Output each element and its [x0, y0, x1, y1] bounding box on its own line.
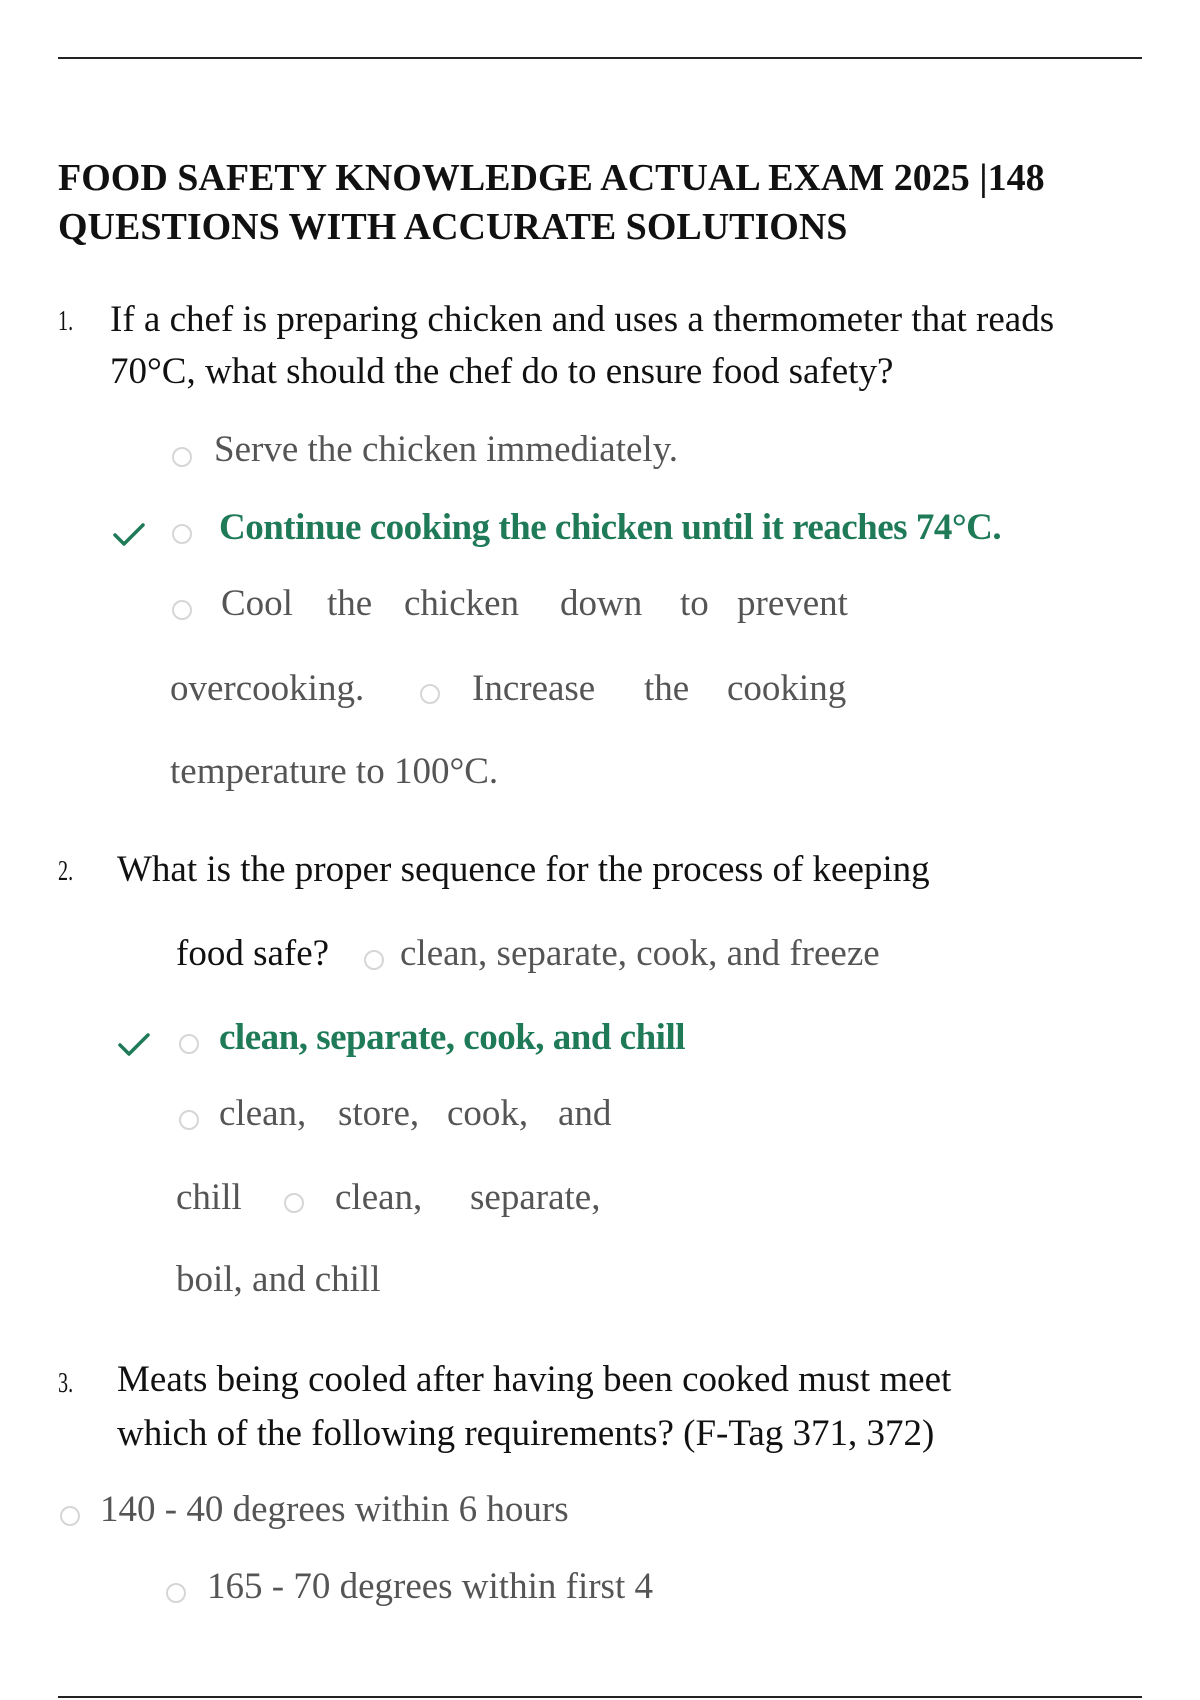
question-number: 1.: [58, 306, 74, 337]
bottom-rule: [58, 1696, 1142, 1698]
option-word: temperature to 100°C.: [170, 751, 499, 792]
option-word: Cool: [221, 583, 293, 624]
question-number: 2.: [58, 856, 74, 887]
option-word: down: [560, 583, 643, 624]
question-text-line-1: Meats being cooled after having been cooked must meet: [117, 1359, 952, 1400]
option-clean-separate-cook-freeze[interactable]: clean, separate, cook, and freeze: [400, 933, 880, 974]
option-word: cooking: [727, 668, 847, 709]
option-word: chill: [176, 1177, 242, 1218]
correct-option-clean-separate-cook-chill[interactable]: clean, separate, cook, and chill: [219, 1017, 686, 1058]
option-word: cook,: [447, 1093, 529, 1134]
option-word: boil, and chill: [176, 1259, 381, 1300]
question-text-line-2: food safe?: [176, 933, 330, 974]
option-word: to: [680, 583, 709, 624]
radio-circle-icon[interactable]: [172, 447, 192, 467]
radio-circle-icon[interactable]: [179, 1034, 199, 1054]
option-word: prevent: [737, 583, 848, 624]
question-text-line-1: If a chef is preparing chicken and uses a thermometer that reads: [110, 299, 1055, 340]
document-title-line-1: FOOD SAFETY KNOWLEDGE ACTUAL EXAM 2025 |148: [58, 157, 1045, 199]
radio-circle-icon[interactable]: [60, 1506, 80, 1526]
option-word: clean,: [219, 1093, 307, 1134]
option-word: overcooking.: [170, 668, 365, 709]
option-serve-immediately[interactable]: Serve the chicken immediately.: [214, 429, 679, 470]
option-word: chicken: [404, 583, 520, 624]
radio-circle-icon[interactable]: [364, 950, 384, 970]
correct-option-continue-cooking[interactable]: Continue cooking the chicken until it reaches 74°C.: [219, 507, 1002, 548]
option-word: and: [558, 1093, 612, 1134]
option-word: the: [644, 668, 690, 709]
check-icon: [112, 522, 146, 548]
radio-circle-icon[interactable]: [172, 600, 192, 620]
option-165-70-degrees[interactable]: 165 - 70 degrees within first 4: [207, 1566, 653, 1607]
question-text-line-1: What is the proper sequence for the process of keeping: [117, 849, 930, 890]
top-rule: [58, 57, 1142, 59]
radio-circle-icon[interactable]: [420, 684, 440, 704]
document-title-line-2: QUESTIONS WITH ACCURATE SOLUTIONS: [58, 206, 848, 248]
option-word: the: [327, 583, 373, 624]
option-word: clean,: [335, 1177, 423, 1218]
radio-circle-icon[interactable]: [172, 524, 192, 544]
radio-circle-icon[interactable]: [179, 1110, 199, 1130]
option-140-40-degrees[interactable]: 140 - 40 degrees within 6 hours: [100, 1489, 569, 1530]
check-icon: [117, 1032, 151, 1058]
option-word: Increase: [472, 668, 596, 709]
radio-circle-icon[interactable]: [284, 1193, 304, 1213]
option-word: separate,: [470, 1177, 601, 1218]
question-text-line-2: which of the following requirements? (F-Tag 371, 372): [117, 1413, 935, 1454]
radio-circle-icon[interactable]: [166, 1583, 186, 1603]
question-number: 3.: [58, 1368, 74, 1399]
option-word: store,: [338, 1093, 420, 1134]
question-text-line-2: 70°C, what should the chef do to ensure food safety?: [110, 351, 894, 392]
